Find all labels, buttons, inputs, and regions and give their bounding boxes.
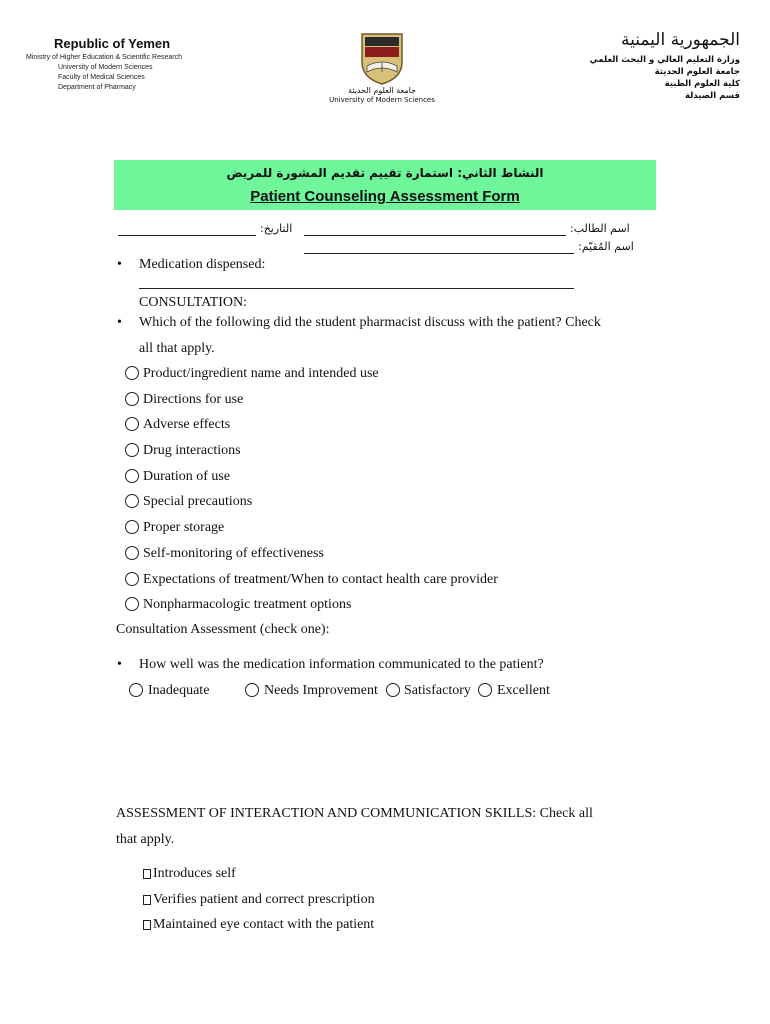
consultation-question-line2: all that apply. — [139, 341, 215, 356]
option-label: Special precautions — [143, 494, 253, 509]
option-radio[interactable] — [125, 572, 139, 586]
interaction-heading-line2: that apply. — [116, 832, 175, 847]
option-label: Directions for use — [143, 392, 244, 407]
header-left — [20, 36, 220, 93]
option-radio[interactable] — [125, 597, 139, 611]
student-name-label: اسم الطالب: — [570, 222, 630, 235]
bullet: • — [117, 257, 122, 272]
rating-radio-inadequate[interactable] — [129, 683, 143, 697]
option-radio[interactable] — [125, 520, 139, 534]
interaction-checkbox[interactable] — [143, 869, 151, 879]
option-label: Self-monitoring of effectiveness — [143, 546, 324, 561]
rating-radio-excellent[interactable] — [478, 683, 492, 697]
option-label: Drug interactions — [143, 443, 241, 458]
option-label: Proper storage — [143, 520, 225, 535]
faculty-line-arabic: كلية العلوم الطبية — [664, 79, 740, 89]
interaction-heading-line1: ASSESSMENT OF INTERACTION AND COMMUNICATION SKILLS: Check all — [116, 806, 593, 821]
ministry-line: Ministry of Higher Education & Scientific Research — [26, 54, 183, 61]
university-logo — [356, 32, 408, 92]
interaction-label: Introduces self — [153, 866, 236, 881]
faculty-line: Faculty of Medical Sciences — [58, 74, 145, 81]
rating-label-satisfactory: Satisfactory — [404, 683, 471, 698]
interaction-checkbox[interactable] — [143, 895, 151, 905]
bullet: • — [117, 315, 122, 330]
medication-field[interactable] — [139, 288, 574, 289]
option-radio[interactable] — [125, 392, 139, 406]
rating-label-inadequate: Inadequate — [148, 683, 210, 698]
option-label: Adverse effects — [143, 417, 231, 432]
date-field[interactable] — [118, 235, 256, 236]
header-right — [570, 30, 740, 102]
form-title-arabic: النشاط الثاني: استمارة تقييم تقديم المشورة للمريض — [226, 166, 544, 180]
interaction-checkbox[interactable] — [143, 920, 151, 930]
assessment-heading: Consultation Assessment (check one): — [116, 622, 330, 637]
consultation-question-line1: Which of the following did the student pharmacist discuss with the patient? Check — [139, 315, 601, 330]
date-label: التاريخ: — [260, 222, 293, 235]
option-radio[interactable] — [125, 366, 139, 380]
interaction-label: Verifies patient and correct prescription — [153, 892, 375, 907]
option-label: Expectations of treatment/When to contact health care provider — [143, 572, 498, 587]
option-radio[interactable] — [125, 546, 139, 560]
ministry-line-arabic: وزارة التعليم العالي و البحث العلمي — [589, 55, 740, 65]
option-radio[interactable] — [125, 443, 139, 457]
rating-radio-needs-improvement[interactable] — [245, 683, 259, 697]
logo-caption-english: University of Modern Sciences — [329, 96, 435, 104]
rating-radio-satisfactory[interactable] — [386, 683, 400, 697]
bullet: • — [117, 657, 122, 672]
rating-label-needs-improvement: Needs Improvement — [264, 683, 378, 698]
consultation-heading: CONSULTATION: — [139, 295, 248, 310]
logo-caption-arabic: جامعة العلوم الحديثة — [347, 86, 417, 95]
logo-caption — [318, 86, 446, 105]
university-line-arabic: جامعة العلوم الحديثة — [654, 67, 740, 77]
option-radio[interactable] — [125, 469, 139, 483]
interaction-label: Maintained eye contact with the patient — [153, 917, 375, 932]
department-line: Department of Pharmacy — [58, 84, 136, 91]
student-name-field[interactable] — [304, 235, 566, 236]
university-line: University of Modern Sciences — [58, 64, 153, 71]
medication-label: Medication dispensed: — [139, 257, 266, 272]
option-label: Product/ingredient name and intended use — [143, 366, 379, 381]
rating-label-excellent: Excellent — [497, 683, 550, 698]
form-title-banner — [114, 160, 656, 210]
evaluator-name-label: اسم المُقيّم: — [578, 240, 634, 253]
option-radio[interactable] — [125, 494, 139, 508]
form-title-english: Patient Counseling Assessment Form — [250, 188, 520, 205]
department-line-arabic: قسم الصيدلة — [684, 91, 740, 101]
assessment-question: How well was the medication information communicated to the patient? — [139, 657, 544, 672]
option-label: Duration of use — [143, 469, 231, 484]
option-label: Nonpharmacologic treatment options — [143, 597, 352, 612]
country-title: Republic of Yemen — [54, 36, 171, 51]
option-radio[interactable] — [125, 417, 139, 431]
evaluator-name-field[interactable] — [304, 253, 574, 254]
republic-calligraphy: الجمهورية اليمنية — [620, 30, 740, 50]
